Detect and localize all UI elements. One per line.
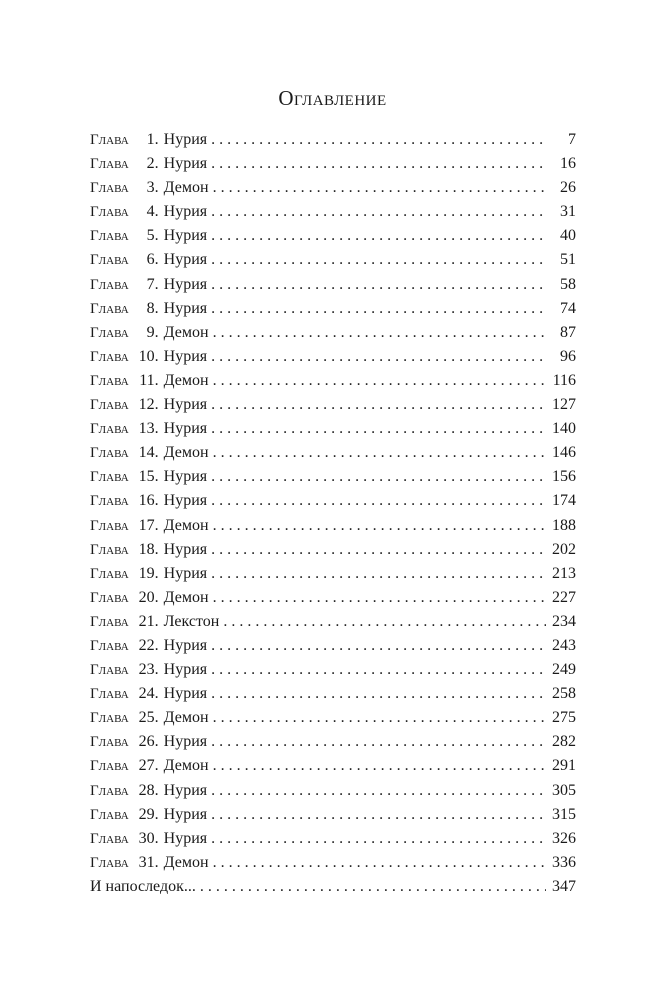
- page-number: 26: [560, 179, 576, 197]
- dot-leader: [211, 827, 546, 851]
- page-number: 140: [552, 420, 576, 438]
- page-number: 282: [552, 733, 576, 751]
- chapter-number-dot: .: [154, 131, 159, 148]
- chapter-name: Демон: [163, 853, 209, 871]
- chapter-number-dot: .: [154, 540, 159, 558]
- page-number: 156: [552, 468, 576, 486]
- page-number: 336: [552, 853, 576, 871]
- toc-entry-chapter-18[interactable]: [90, 538, 576, 562]
- dot-leader: [211, 634, 546, 658]
- toc-list: [90, 128, 576, 899]
- entry-label: [90, 248, 211, 272]
- dot-leader: [211, 682, 546, 706]
- chapter-number: 17: [138, 516, 155, 534]
- entry-label: [90, 851, 213, 875]
- toc-entry-chapter-9[interactable]: [90, 321, 576, 345]
- chapter-number: 22: [138, 636, 155, 654]
- toc-entry-chapter-6[interactable]: [90, 248, 576, 272]
- entry-label: [90, 224, 211, 248]
- chapter-name: Нурия: [163, 131, 208, 148]
- toc-entry-chapter-12[interactable]: [90, 393, 576, 417]
- chapter-number-dot: .: [154, 179, 159, 197]
- chapter-word: Глава: [90, 613, 129, 630]
- dot-leader: [200, 875, 546, 899]
- dot-leader: [211, 393, 546, 417]
- dot-leader: [211, 248, 546, 272]
- page-number: 243: [552, 636, 576, 654]
- dot-leader: [211, 730, 546, 754]
- entry-label: [90, 489, 211, 513]
- page-number: 40: [560, 227, 576, 245]
- page-number: 87: [560, 323, 576, 341]
- chapter-number: 9: [146, 323, 155, 341]
- chapter-number: 12: [138, 396, 155, 414]
- chapter-name: Демон: [163, 516, 209, 534]
- chapter-number-dot: .: [154, 757, 159, 775]
- entry-label: [90, 827, 211, 851]
- entry-label: [90, 682, 211, 706]
- dot-leader: [213, 586, 546, 610]
- chapter-name: Демон: [163, 323, 209, 341]
- toc-entry-chapter-2[interactable]: [90, 152, 576, 176]
- dot-leader: [213, 441, 546, 465]
- chapter-word: Глава: [90, 156, 129, 173]
- chapter-name: Нурия: [163, 468, 208, 486]
- dot-leader: [213, 321, 546, 345]
- chapter-name: Демон: [163, 371, 209, 389]
- chapter-name: Нурия: [163, 661, 208, 679]
- entry-label: [90, 297, 211, 321]
- toc-entry-chapter-26[interactable]: [90, 730, 576, 754]
- chapter-word: Глава: [90, 324, 129, 341]
- dot-leader: [213, 514, 546, 538]
- page-number: 16: [560, 155, 576, 173]
- page-number: 74: [560, 299, 576, 317]
- toc-entry-chapter-4[interactable]: [90, 200, 576, 224]
- toc-entry-chapter-21[interactable]: [90, 610, 576, 634]
- chapter-number-dot: .: [154, 444, 159, 462]
- chapter-name: Нурия: [163, 564, 208, 582]
- entry-label: [90, 730, 211, 754]
- chapter-number: 3: [146, 179, 155, 197]
- chapter-number: 5: [146, 227, 155, 245]
- entry-label: [90, 586, 213, 610]
- page-number: 127: [552, 396, 576, 414]
- chapter-number: 21: [138, 612, 155, 630]
- chapter-number-dot: .: [154, 853, 159, 871]
- page-number: 326: [552, 829, 576, 847]
- chapter-word: Глава: [90, 204, 129, 221]
- chapter-word: Глава: [90, 445, 129, 462]
- page-number: 315: [552, 805, 576, 823]
- page-number: 258: [552, 685, 576, 703]
- chapter-number: 14: [138, 444, 155, 462]
- chapter-name: Нурия: [163, 251, 208, 269]
- toc-entry-chapter-15[interactable]: [90, 465, 576, 489]
- chapter-name: Нурия: [163, 492, 208, 510]
- toc-entry-chapter-30[interactable]: [90, 827, 576, 851]
- chapter-word: Глава: [90, 565, 129, 582]
- chapter-number: 7: [146, 275, 155, 293]
- toc-entry-chapter-28[interactable]: [90, 779, 576, 803]
- chapter-number-dot: .: [154, 492, 159, 510]
- chapter-number: 31: [138, 853, 155, 871]
- dot-leader: [211, 465, 546, 489]
- chapter-word: Глава: [90, 758, 129, 775]
- chapter-word: Глава: [90, 421, 129, 438]
- page-number: 51: [560, 251, 576, 269]
- chapter-word: Глава: [90, 734, 129, 751]
- chapter-number: 4: [146, 203, 155, 221]
- chapter-name: Демон: [163, 444, 209, 462]
- toc-entry-chapter-7[interactable]: [90, 273, 576, 297]
- chapter-word: Глава: [90, 397, 129, 414]
- entry-label: [90, 875, 200, 899]
- chapter-word: Глава: [90, 132, 129, 148]
- chapter-number: 15: [138, 468, 155, 486]
- page-number: 347: [552, 877, 576, 895]
- chapter-number-dot: .: [154, 275, 159, 293]
- page-number: 305: [552, 781, 576, 799]
- chapter-word: Глава: [90, 541, 129, 558]
- page-number: 31: [560, 203, 576, 221]
- chapter-number-dot: .: [154, 371, 159, 389]
- chapter-word: Глава: [90, 493, 129, 510]
- chapter-word: Глава: [90, 228, 129, 245]
- chapter-number: 8: [146, 299, 155, 317]
- chapter-number-dot: .: [154, 468, 159, 486]
- entry-label: [90, 152, 211, 176]
- chapter-word: Глава: [90, 710, 129, 727]
- chapter-name: Нурия: [163, 685, 208, 703]
- dot-leader: [213, 851, 546, 875]
- toc-entry-afterword[interactable]: [90, 875, 576, 899]
- dot-leader: [223, 610, 546, 634]
- entry-label: [90, 321, 213, 345]
- chapter-number: 6: [146, 251, 155, 269]
- chapter-number-dot: .: [154, 516, 159, 534]
- entry-label: [90, 417, 211, 441]
- chapter-number-dot: .: [154, 347, 159, 365]
- chapter-number: 19: [138, 564, 155, 582]
- chapter-name: Нурия: [163, 805, 208, 823]
- page-number: 174: [552, 492, 576, 510]
- page-number: 146: [552, 444, 576, 462]
- chapter-number-dot: .: [154, 781, 159, 799]
- chapter-name: Нурия: [163, 829, 208, 847]
- chapter-name: Нурия: [163, 299, 208, 317]
- entry-label: [90, 369, 213, 393]
- entry-label: [90, 345, 211, 369]
- page-number: 227: [552, 588, 576, 606]
- chapter-number-dot: .: [154, 227, 159, 245]
- toc-entry-chapter-1[interactable]: [90, 128, 576, 152]
- chapter-name: Демон: [163, 588, 209, 606]
- chapter-word: Глава: [90, 637, 129, 654]
- page-number: 291: [552, 757, 576, 775]
- chapter-number-dot: .: [154, 636, 159, 654]
- dot-leader: [211, 345, 546, 369]
- page-number: 202: [552, 540, 576, 558]
- chapter-name: Нурия: [163, 420, 208, 438]
- chapter-number-dot: .: [154, 612, 159, 630]
- entry-label: [90, 128, 211, 152]
- dot-leader: [211, 489, 546, 513]
- entry-label: [90, 754, 213, 778]
- chapter-number-dot: .: [154, 588, 159, 606]
- chapter-number: 16: [138, 492, 155, 510]
- toc-entry-chapter-3[interactable]: [90, 176, 576, 200]
- entry-label: [90, 634, 211, 658]
- toc-entry-chapter-22[interactable]: [90, 634, 576, 658]
- chapter-name: Нурия: [163, 155, 208, 173]
- chapter-word: Глава: [90, 782, 129, 799]
- chapter-number: 13: [138, 420, 155, 438]
- chapter-word: Глава: [90, 180, 129, 197]
- chapter-number: 11: [139, 371, 155, 389]
- chapter-name: Демон: [163, 757, 209, 775]
- toc-entry-chapter-16[interactable]: [90, 489, 576, 513]
- chapter-word: Глава: [90, 469, 129, 486]
- dot-leader: [211, 803, 546, 827]
- dot-leader: [211, 297, 546, 321]
- chapter-number: 10: [138, 347, 155, 365]
- toc-entry-chapter-23[interactable]: [90, 658, 576, 682]
- dot-leader: [213, 754, 546, 778]
- entry-label: [90, 562, 211, 586]
- dot-leader: [213, 176, 546, 200]
- dot-leader: [211, 152, 546, 176]
- entry-label: [90, 538, 211, 562]
- chapter-number: 20: [138, 588, 155, 606]
- toc-entry-chapter-25[interactable]: [90, 706, 576, 730]
- toc-entry-chapter-20[interactable]: [90, 586, 576, 610]
- page-number: 116: [552, 371, 576, 389]
- chapter-number: 18: [138, 540, 155, 558]
- chapter-name: Демон: [163, 179, 209, 197]
- chapter-number: 27: [138, 757, 155, 775]
- chapter-number-dot: .: [154, 155, 159, 173]
- chapter-number-dot: .: [154, 829, 159, 847]
- chapter-name: Нурия: [163, 540, 208, 558]
- chapter-word: Глава: [90, 589, 129, 606]
- toc-title: Оглавление: [278, 86, 387, 110]
- dot-leader: [213, 369, 546, 393]
- chapter-word: Глава: [90, 830, 129, 847]
- dot-leader: [211, 128, 546, 152]
- toc-entry-chapter-14[interactable]: [90, 441, 576, 465]
- chapter-number-dot: .: [154, 661, 159, 679]
- chapter-number-dot: .: [154, 203, 159, 221]
- chapter-number-dot: .: [154, 709, 159, 727]
- page-number: 96: [560, 347, 576, 365]
- entry-label: [90, 393, 211, 417]
- chapter-name: Нурия: [163, 203, 208, 221]
- dot-leader: [211, 538, 546, 562]
- chapter-number: 24: [138, 685, 155, 703]
- dot-leader: [211, 562, 546, 586]
- dot-leader: [213, 706, 546, 730]
- dot-leader: [211, 779, 546, 803]
- page-number: 249: [552, 661, 576, 679]
- entry-label: [90, 176, 213, 200]
- toc-entry-chapter-10[interactable]: [90, 345, 576, 369]
- entry-label: [90, 706, 213, 730]
- chapter-name: Нурия: [163, 347, 208, 365]
- chapter-name: Лекстон: [163, 612, 220, 630]
- dot-leader: [211, 417, 546, 441]
- toc-entry-chapter-17[interactable]: [90, 514, 576, 538]
- chapter-name: Нурия: [163, 396, 208, 414]
- dot-leader: [211, 273, 546, 297]
- entry-label: [90, 779, 211, 803]
- page-number: 213: [552, 564, 576, 582]
- toc-entry-chapter-5[interactable]: [90, 224, 576, 248]
- chapter-name: Нурия: [163, 733, 208, 751]
- page-number: 234: [552, 612, 576, 630]
- chapter-number-dot: .: [154, 685, 159, 703]
- dot-leader: [211, 200, 546, 224]
- entry-label: [90, 465, 211, 489]
- chapter-word: Глава: [90, 662, 129, 679]
- chapter-number-dot: .: [154, 564, 159, 582]
- chapter-word: Глава: [90, 252, 129, 269]
- page-number: 275: [552, 709, 576, 727]
- chapter-number-dot: .: [154, 396, 159, 414]
- entry-label: [90, 610, 223, 634]
- toc-entry-chapter-24[interactable]: [90, 682, 576, 706]
- chapter-word: Глава: [90, 300, 129, 317]
- chapter-word: Глава: [90, 517, 129, 534]
- entry-label: [90, 658, 211, 682]
- chapter-number-dot: .: [154, 420, 159, 438]
- chapter-name: Демон: [163, 709, 209, 727]
- toc-entry-chapter-31[interactable]: [90, 851, 576, 875]
- toc-entry-chapter-19[interactable]: [90, 562, 576, 586]
- page-number: 7: [568, 131, 576, 148]
- entry-label: [90, 441, 213, 465]
- chapter-word: Глава: [90, 372, 129, 389]
- toc-entry-chapter-29[interactable]: [90, 803, 576, 827]
- chapter-number-dot: .: [154, 733, 159, 751]
- chapter-number-dot: .: [154, 251, 159, 269]
- chapter-word: Глава: [90, 348, 129, 365]
- toc-entry-chapter-27[interactable]: [90, 754, 576, 778]
- chapter-word: Глава: [90, 686, 129, 703]
- entry-label: [90, 803, 211, 827]
- chapter-number: 28: [138, 781, 155, 799]
- chapter-name: Нурия: [163, 227, 208, 245]
- chapter-word: Глава: [90, 806, 129, 823]
- chapter-name: Нурия: [163, 781, 208, 799]
- entry-label: [90, 514, 213, 538]
- chapter-number: 2: [146, 155, 155, 173]
- entry-label: [90, 200, 211, 224]
- toc-entry-chapter-8[interactable]: [90, 297, 576, 321]
- chapter-number: 29: [138, 805, 155, 823]
- chapter-word: Глава: [90, 854, 129, 871]
- chapter-number-dot: .: [154, 323, 159, 341]
- chapter-word: Глава: [90, 276, 129, 293]
- toc-entry-chapter-13[interactable]: [90, 417, 576, 441]
- afterword-name: И напоследок...: [90, 877, 196, 895]
- chapter-number-dot: .: [154, 805, 159, 823]
- toc-entry-chapter-11[interactable]: [90, 369, 576, 393]
- page-number: 58: [560, 275, 576, 293]
- dot-leader: [211, 658, 546, 682]
- chapter-number: 1: [146, 131, 155, 148]
- chapter-number: 30: [138, 829, 155, 847]
- chapter-number: 25: [138, 709, 155, 727]
- dot-leader: [211, 224, 546, 248]
- chapter-name: Нурия: [163, 275, 208, 293]
- entry-label: [90, 273, 211, 297]
- chapter-number: 26: [138, 733, 155, 751]
- page-number: 188: [552, 516, 576, 534]
- chapter-name: Нурия: [163, 636, 208, 654]
- chapter-number-dot: .: [154, 299, 159, 317]
- chapter-number: 23: [138, 661, 155, 679]
